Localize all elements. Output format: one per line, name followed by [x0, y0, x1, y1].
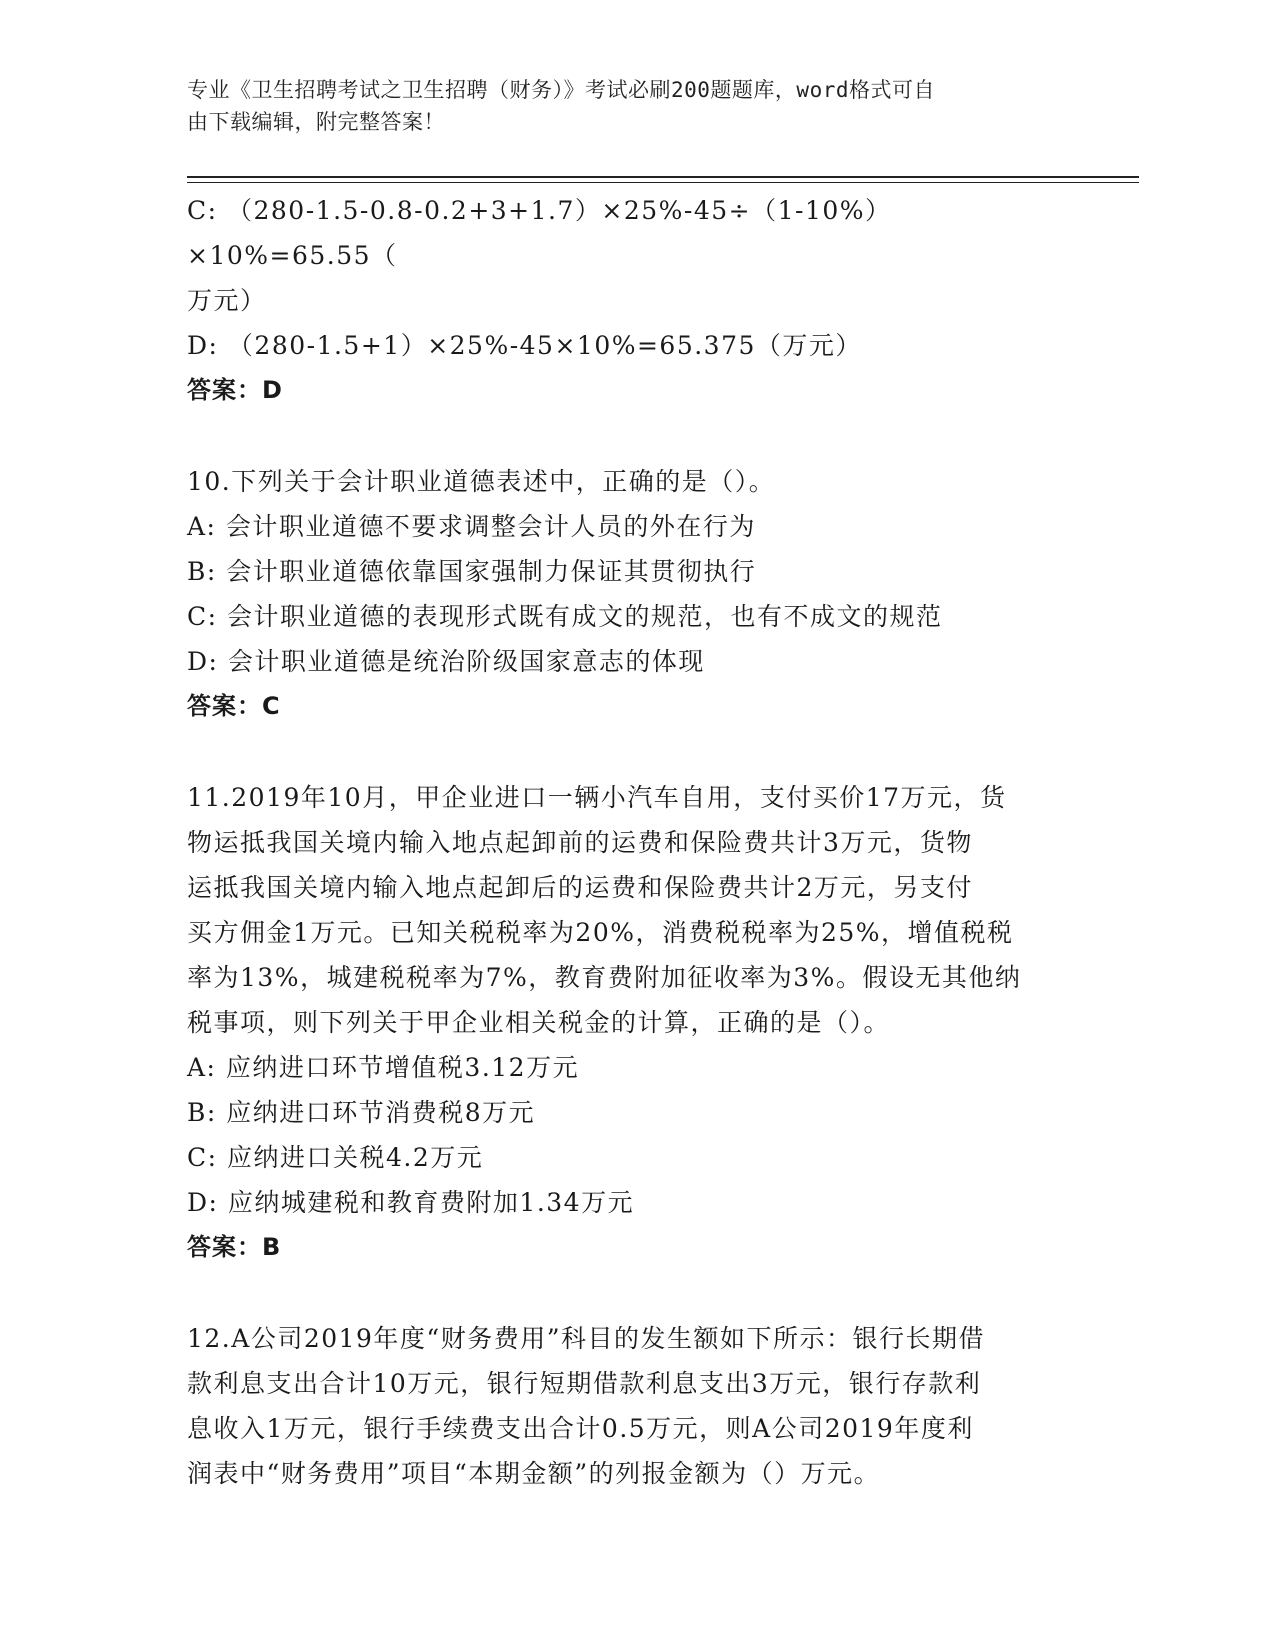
question-line: 税事项，则下列关于甲企业相关税金的计算，正确的是（）。: [187, 1008, 891, 1037]
header-line-1: 专业《卫生招聘考试之卫生招聘（财务）》考试必刷200题题库，word格式可自: [187, 78, 935, 102]
question-line: 12.A公司2019年度“财务费用”科目的发生额如下所示：银行长期借: [187, 1324, 985, 1353]
spacer: [187, 413, 1067, 459]
answer: 答案：C: [187, 692, 281, 720]
option-c: C: 应纳进口关税4.2万元: [187, 1143, 484, 1172]
answer: 答案：B: [187, 1233, 282, 1261]
question-11: [187, 775, 1067, 1270]
option-c-continued: 万元）: [187, 286, 267, 315]
question-text: 10.下列关于会计职业道德表述中，正确的是（）。: [187, 467, 776, 496]
question-line: 率为13%，城建税税率为7%，教育费附加征收率为3%。假设无其他纳: [187, 963, 1022, 992]
question-9-tail: [187, 188, 1067, 413]
option-a: A: 应纳进口环节增值税3.12万元: [187, 1053, 580, 1082]
header-line-2: 由下载编辑，附完整答案！: [187, 110, 445, 134]
question-line: 运抵我国关境内输入地点起卸后的运费和保险费共计2万元，另支付: [187, 873, 973, 902]
option-a: A: 会计职业道德不要求调整会计人员的外在行为: [187, 512, 756, 541]
answer: 答案：D: [187, 376, 283, 404]
option-c: C: 会计职业道德的表现形式既有成文的规范，也有不成文的规范: [187, 602, 943, 631]
question-line: 物运抵我国关境内输入地点起卸前的运费和保险费共计3万元，货物: [187, 828, 973, 857]
question-text: [187, 775, 1067, 1045]
document-body: [187, 188, 1067, 1496]
option-d: D: （280-1.5+1）×25%-45×10%=65.375（万元）: [187, 331, 862, 360]
option-d: D: 应纳城建税和教育费附加1.34万元: [187, 1188, 635, 1217]
question-line: 息收入1万元，银行手续费支出合计0.5万元，则A公司2019年度利: [187, 1414, 974, 1443]
spacer: [187, 1270, 1067, 1316]
question-line: 款利息支出合计10万元，银行短期借款利息支出3万元，银行存款利: [187, 1369, 982, 1398]
question-12: [187, 1316, 1067, 1496]
question-line: 润表中“财务费用”项目“本期金额”的列报金额为（）万元。: [187, 1459, 881, 1488]
option-b: B: 应纳进口环节消费税8万元: [187, 1098, 536, 1127]
option-d: D: 会计职业道德是统治阶级国家意志的体现: [187, 647, 705, 676]
option-b: B: 会计职业道德依靠国家强制力保证其贯彻执行: [187, 557, 757, 586]
option-c: C: （280-1.5-0.8-0.2+3+1.7）×25%-45÷（1-10%）×10%=65.55（: [187, 196, 892, 270]
question-line: 11.2019年10月，甲企业进口一辆小汽车自用，支付买价17万元，货: [187, 783, 1007, 812]
header-rule-thick: [187, 176, 1139, 178]
question-text: [187, 1316, 1067, 1496]
header-rule-thin: [187, 182, 1139, 183]
page-header: [187, 74, 1067, 138]
question-line: 买方佣金1万元。已知关税税率为20%，消费税税率为25%，增值税税: [187, 918, 1014, 947]
question-10: [187, 459, 1067, 729]
spacer: [187, 729, 1067, 775]
